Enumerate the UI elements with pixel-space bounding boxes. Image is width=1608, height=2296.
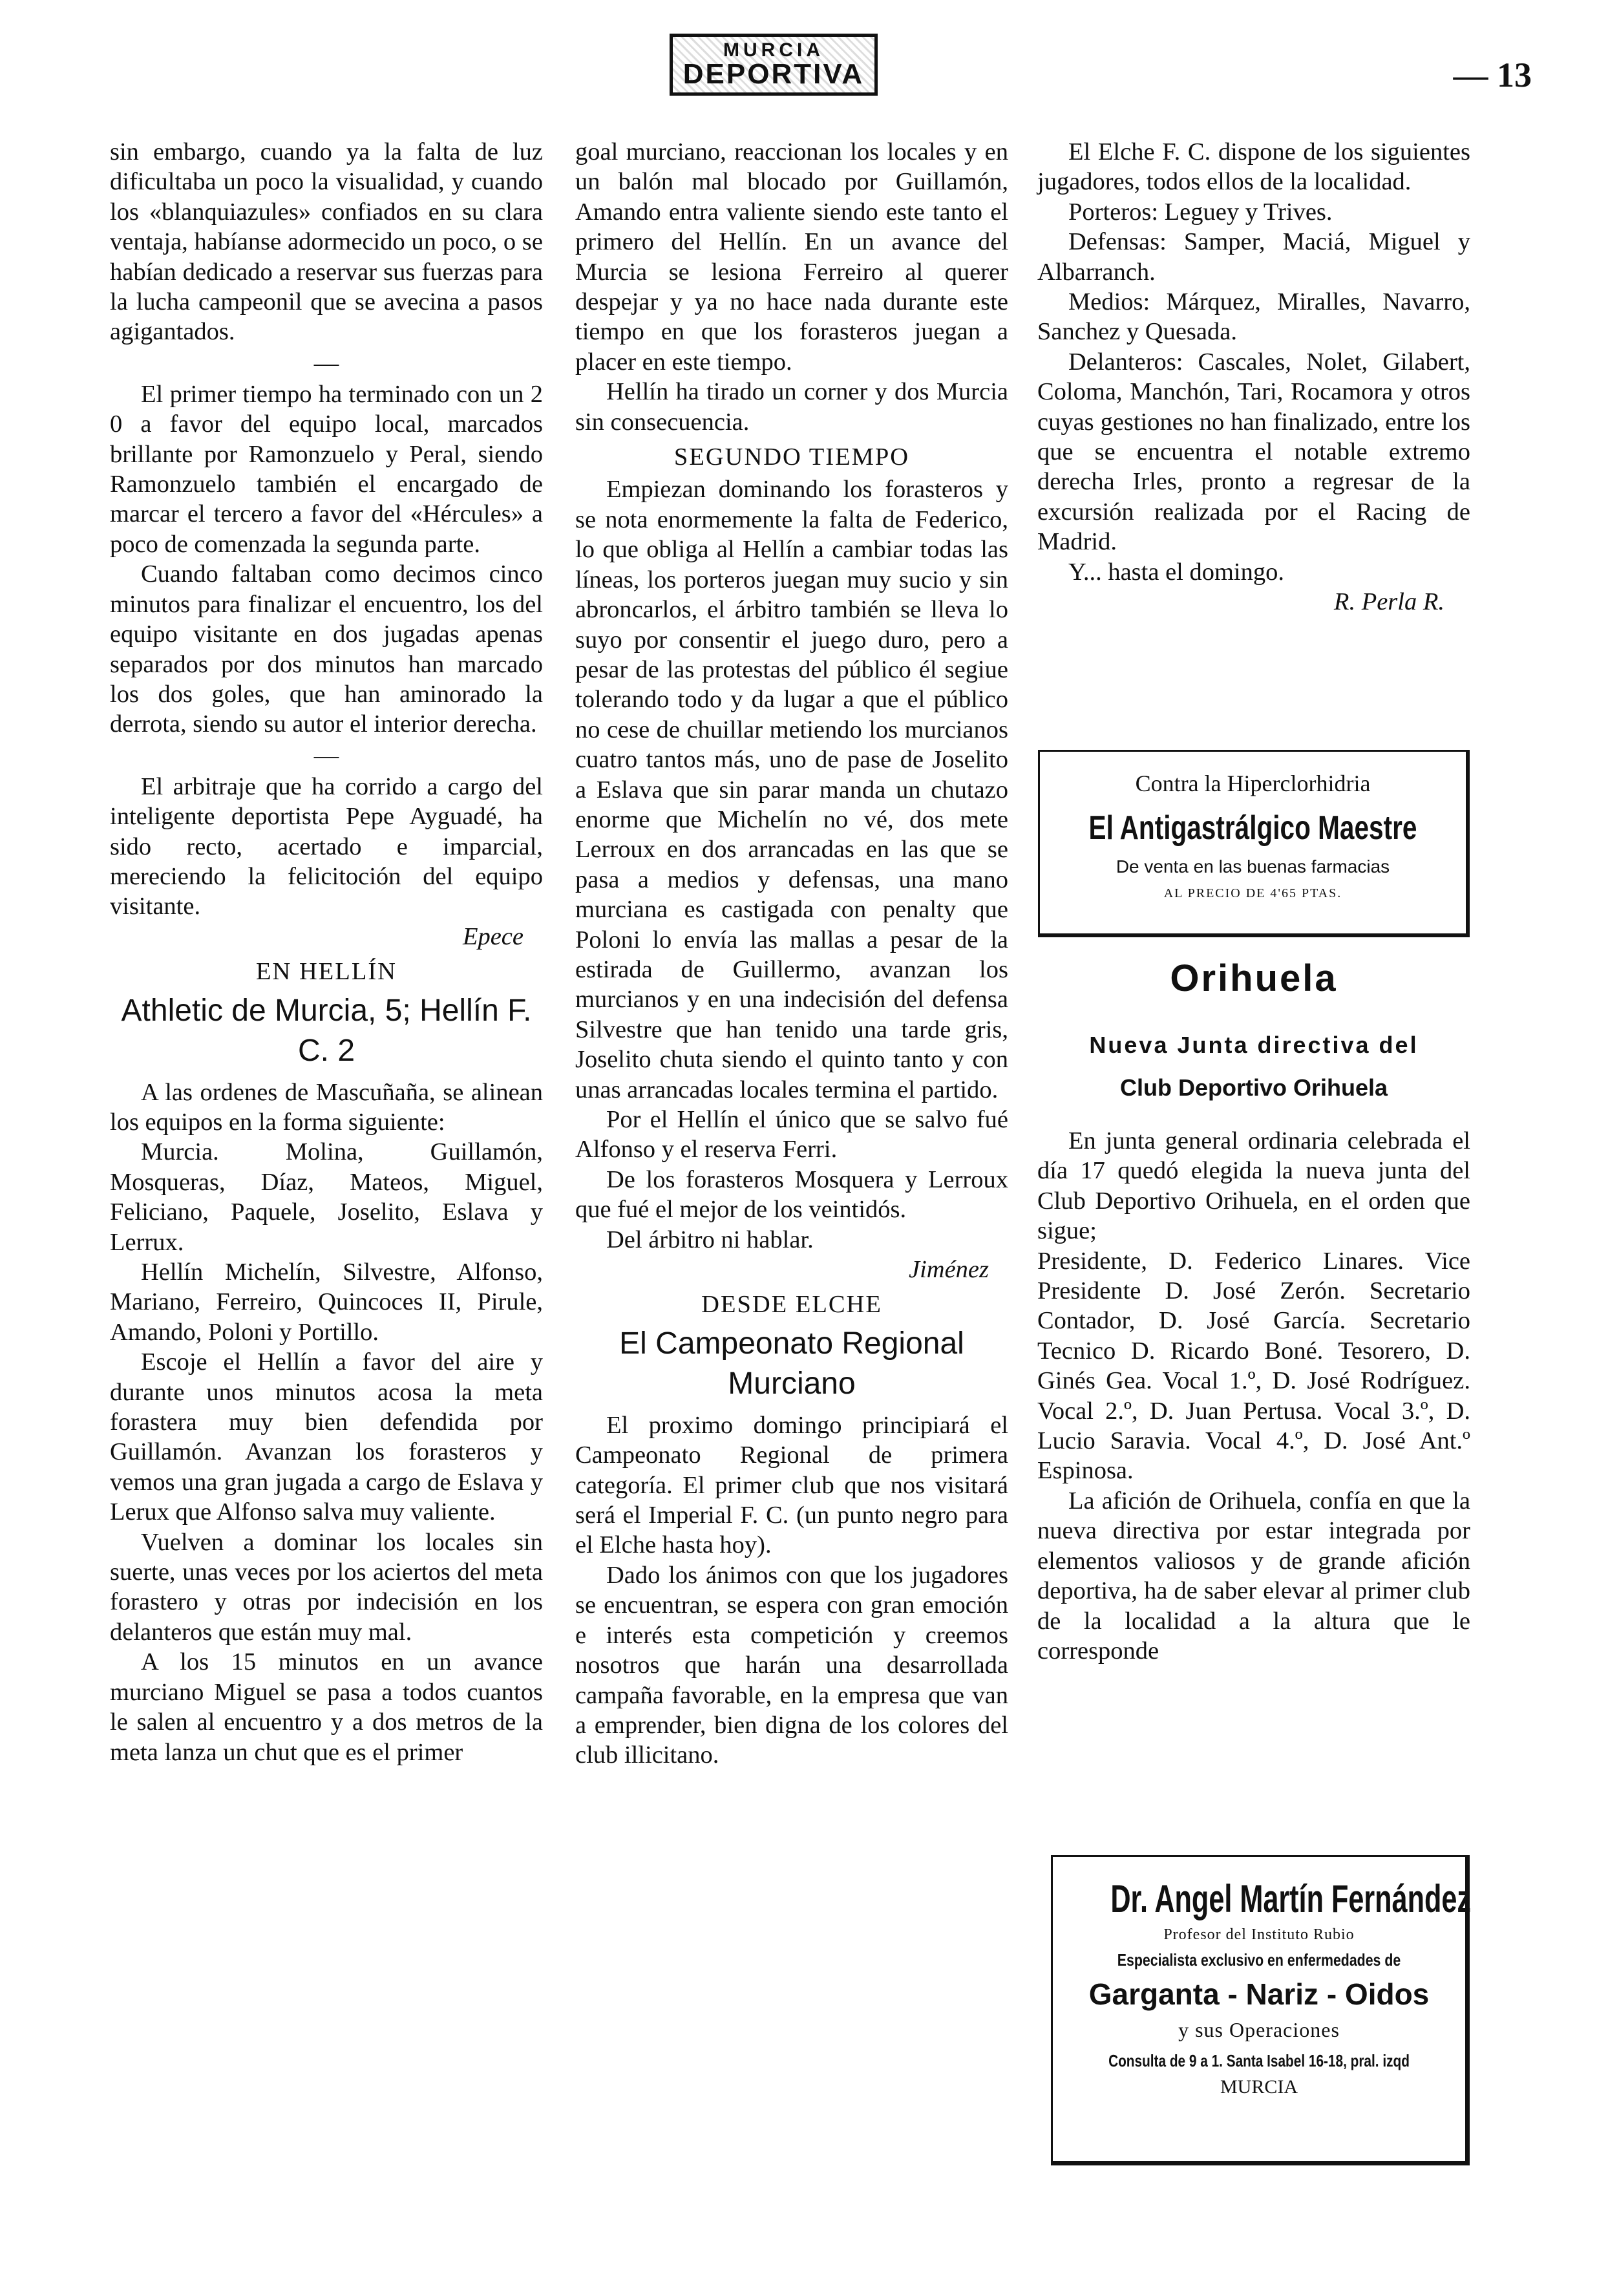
paragraph: Empiezan dominando los forasteros y se nota enormemente la falta de Federico, lo que obliga al Hellín a cambiar todas las líneas, los porteros juegan muy sucio y sin abroncarlos, el árbitro también se lleva lo suyo por consentir el juego duro, pero a pesar de las protestas del público él segiue tolerando todo y da lugar a que el público no cese de chuillar metiendo los murcianos cuatro tantos más, uno de pase de Joselito a Eslava que sin parar manda un chutazo enorme que Michelín no vé, dos mete Lerroux en dos arrancadas en las que se pasa a medios y defensas, una mano murciana es castigada con penalty que Poloni lo envía las mallas a pesar de la estirada de Guillermo, avanzan los murcianos y en una indecisión del defensa Silvestre que han tenido una tarde gris, Joselito chuta siendo el quinto tanto y con unas arrancadas locales termina el partido. — [575, 476, 1008, 1103]
paragraph: Hellín Michelín, Silvestre, Alfonso, Mariano, Ferreiro, Quincoces II, Pirule, Amando, Poloni y Portillo. — [110, 1259, 543, 1346]
paragraph: El primer tiempo ha terminado con un 2 0 a favor del equipo local, marcados brillante por Ramonzuelo y Peral, siendo Ramonzuelo también el encargado de marcar el tercero a favor del «Hércules» a poco de comenzada la segunda parte. — [110, 380, 543, 558]
paragraph: El Elche F. C. dispone de los siguientes jugadores, todos ellos de la localidad. — [1037, 138, 1470, 196]
paragraph: A los 15 minutos en un avance murciano Miguel se pasa a todos cuantos le salen al encuentro y a dos metros de la meta lanza un chut que es el primer — [110, 1648, 543, 1766]
advertisement-doctor — [1051, 1855, 1470, 2165]
ad-address: Consulta de 9 a 1. Santa Isabel 16-18, pral. izqd — [1108, 2051, 1410, 2070]
ad-line: Contra la Hiperclorhidria — [1135, 771, 1371, 796]
ad-doctor-name: Dr. Angel Martín Fernández — [1110, 1877, 1472, 1920]
column-3 — [1037, 137, 1470, 617]
paragraph: Del árbitro ni hablar. — [606, 1226, 814, 1253]
ad-line: y sus Operaciones — [1178, 2018, 1340, 2041]
paragraph: Porteros: Leguey y Trives. — [1068, 198, 1333, 226]
orihuela-title: Orihuela — [1170, 957, 1338, 999]
paragraph: Defensas: Samper, Maciá, Miguel y Albarranch. — [1037, 228, 1470, 286]
masthead-line1: MURCIA — [723, 39, 824, 61]
paragraph: Presidente, D. Federico Linares. Vice Presidente D. José Zerón. Secretario Contador, D. José García. Secretario Tecnico D. Ricardo Boné. Tesorero, D. Ginés Gea. Vocal 1.º, D. José Rodríguez. Vocal 2.º, D. Juan Pertusa. Vocal 3.º, D. Lucio Saravia. Vocal 4.º, D. José Ant.º Espinosa. — [1037, 1247, 1470, 1485]
section-heading: DESDE ELCHE — [701, 1291, 882, 1319]
paragraph: Vuelven a dominar los locales sin suerte, unas veces por los aciertos del meta forastero y otras por indecisión en los delanteros que están muy mal. — [110, 1528, 543, 1646]
paragraph: sin embargo, cuando ya la falta de luz dificultaba un poco la visualidad, y cuando los «blanquiazules» confiados en su clara ventaja, habíanse adormecido un poco, o se habían dedicado a reservar sus fuerzas para la lucha campeonil que se avecina a pasos agigantados. — [110, 138, 543, 346]
paragraph: Medios: Márquez, Miralles, Navarro, Sanchez y Quesada. — [1037, 288, 1470, 346]
page-number: — 13 — [1453, 56, 1532, 94]
paragraph: En junta general ordinaria celebrada el día 17 quedó elegida la nueva junta del Club Deportivo Orihuela, en el orden que sigue; — [1037, 1127, 1470, 1245]
paragraph: De los forasteros Mosquera y Lerroux que fué el mejor de los veintidós. — [575, 1165, 1008, 1224]
signature: R. Perla R. — [1333, 588, 1444, 616]
separator-dash: — — [313, 349, 339, 377]
paragraph: Escoje el Hellín a favor del aire y durante unos minutos acosa la meta forastera muy bien defendida por Guillamón. Avanzan los forasteros y vemos una gran jugada a cargo de Eslava y Lerux que Alfonso salva muy valiente. — [110, 1348, 543, 1526]
paragraph: Cuando faltaban como decimos cinco minutos para finalizar el encuentro, los del equipo visitante en dos jugadas apenas separados por dos minutos han marcado los dos goles, que han aminorado la derrota, siendo su autor el interior derecha. — [110, 560, 543, 738]
column-1 — [110, 137, 543, 1767]
paragraph: Y... hasta el domingo. — [1068, 558, 1284, 586]
column-2 — [575, 137, 1008, 1770]
paragraph: Delanteros: Cascales, Nolet, Gilabert, Coloma, Manchón, Tari, Rocamora y otros cuyas gestiones no han finalizado, entre los que se encuentra el notable extremo derecha Irles, pronto a regresar de la excursión realizada por el Racing de Madrid. — [1037, 348, 1470, 556]
ad-line: Profesor del Instituto Rubio — [1163, 1926, 1355, 1943]
ad-city: MURCIA — [1220, 2076, 1298, 2098]
paragraph: Murcia. Molina, Guillamón, Mosqueras, Díaz, Mateos, Miguel, Feliciano, Paquele, Joselito, Eslava y Lerrux. — [110, 1138, 543, 1256]
section-heading: EN HELLÍN — [256, 958, 397, 986]
ad-product-name: El Antigastrálgico Maestre — [1088, 809, 1417, 847]
ad-line: Especialista exclusivo en enfermedades de — [1117, 1950, 1401, 1970]
section-heading: SEGUNDO TIEMPO — [673, 443, 910, 471]
paragraph: A las ordenes de Mascuñaña, se alinean los equipos en la forma siguiente: — [110, 1078, 543, 1136]
paragraph: goal murciano, reaccionan los locales y en un balón mal blocado por Guillamón, Amando entra valiente siendo este tanto el primero del Hellín. En un avance del Murcia se lesiona Ferreiro al querer despejar y ya no hace nada durante este tiempo en que los forasteros juegan a placer en este tiempo. — [575, 138, 1008, 376]
column-3-orihuela — [1037, 1126, 1470, 1666]
masthead-logo — [680, 26, 867, 103]
ad-specialty: Garganta - Nariz - Oidos — [1088, 1977, 1430, 2011]
article-heading: El Campeonato Regional Murciano — [619, 1326, 964, 1401]
paragraph: Hellín ha tirado un corner y dos Murcia sin consecuencia. — [575, 378, 1008, 436]
ad-line: De venta en las buenas farmacias — [1116, 856, 1390, 877]
paragraph: El arbitraje que ha corrido a cargo del inteligente deportista Pepe Ayguadé, ha sido recto, acertado e imparcial, mereciendo la felicitoción del equipo visitante. — [110, 772, 543, 920]
orihuela-subtitle: Club Deportivo Orihuela — [1119, 1074, 1388, 1101]
signature: Epece — [462, 922, 524, 950]
signature: Jiménez — [909, 1256, 989, 1284]
separator-dash: — — [313, 741, 339, 769]
paragraph: El proximo domingo principiará el Campeonato Regional de primera categoría. El primer club que nos visitará será el Imperial F. C. (un punto negro para el Elche hasta hoy). — [575, 1411, 1008, 1559]
ad-price: AL PRECIO DE 4'65 PTAS. — [1163, 886, 1342, 900]
paragraph: La afición de Orihuela, confía en que la nueva directiva por estar integrada por elementos valiosos y de grande afición deportiva, ha de saber elevar al primer club de la localidad a la altura que le corresponde — [1037, 1487, 1470, 1664]
advertisement-antigastralgico — [1038, 750, 1470, 937]
orihuela-subtitle: Nueva Junta directiva del — [1089, 1032, 1419, 1058]
paragraph: Dado los ánimos con que los jugadores se encuentran, se espera con gran emoción e interés esta competición y creemos nosotros que harán una desarrollada campaña favorable, en la empresa que van a emprender, bien digna de los colores del club illicitano. — [575, 1561, 1008, 1769]
article-heading: Athletic de Murcia, 5; Hellín F. C. 2 — [121, 993, 532, 1068]
masthead-line2: DEPORTIVA — [682, 58, 865, 90]
paragraph: Por el Hellín el único que se salvo fué Alfonso y el reserva Ferri. — [575, 1106, 1008, 1164]
